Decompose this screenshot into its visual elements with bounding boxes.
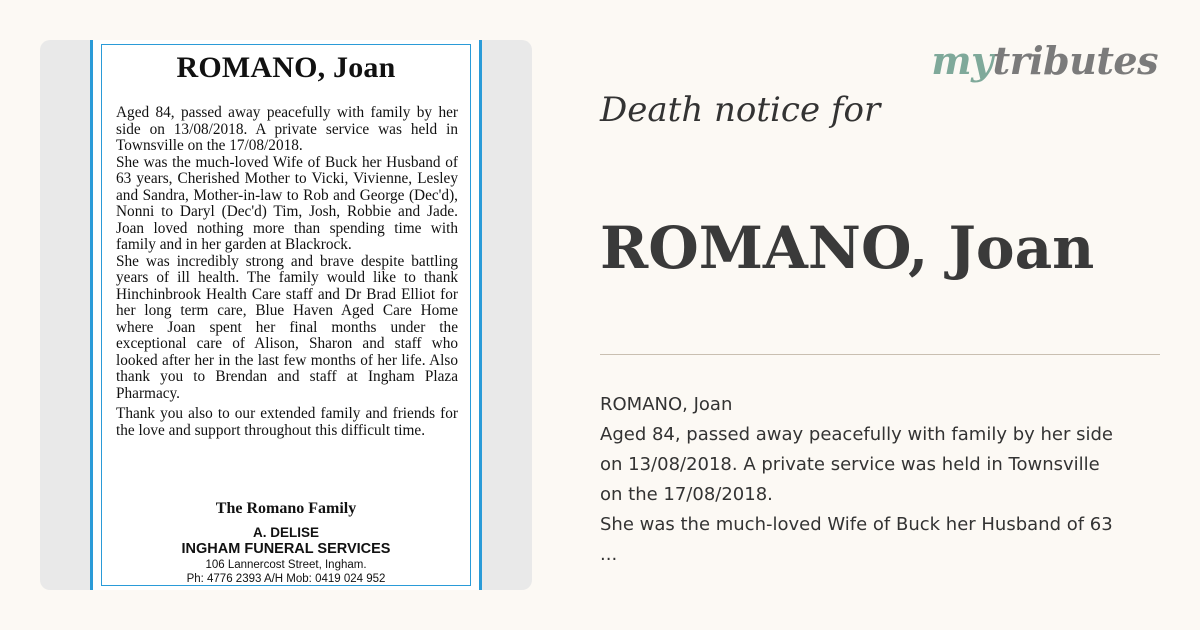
- clipping-paragraph: Aged 84, passed away peacefully with family by her side on 13/08/2018. A private service was held in Townsville on the 17/08/2018.: [116, 104, 458, 154]
- clipping-paragraph: She was the much-loved Wife of Buck her Husband of 63 years, Cherished Mother to Vicki, Vivienne, Lesley and Sandra, Mother-in-law to Rob and George (Dec'd), Nonni to Daryl (Dec'd) Tim, Josh, Robbie and Jade. Joan loved nothing more than spending time with family and in her garden at Blackrock.: [116, 153, 458, 253]
- notice-image: [40, 40, 532, 590]
- notice-clipping: [90, 40, 482, 590]
- clipping-paragraph: She was incredibly strong and brave despite battling years of ill health. The family would like to thank Hinchinbrook Health Care staff and Dr Brad Elliot for her long term care, Blue Haven Aged Care Home where Joan spent her final months under the exceptional care of Alison, Sharon and staff who looked after her in the last few months of her life. Also thank you to Brendan and staff at Ingham Plaza Pharmacy.: [116, 252, 458, 402]
- funeral-company: INGHAM FUNERAL SERVICES: [181, 541, 391, 557]
- page-subtitle: Death notice for: [600, 90, 881, 130]
- clipping-body: [116, 105, 458, 439]
- mytributes-logo: [931, 38, 1158, 83]
- notice-excerpt: [600, 390, 1170, 570]
- clipping-title: ROMANO, Joan: [176, 51, 396, 84]
- funeral-phone: Ph: 4776 2393 A/H Mob: 0419 024 952: [186, 573, 386, 585]
- funeral-address: 106 Lannercost Street, Ingham.: [205, 559, 367, 571]
- clipping-paragraph: Thank you also to our extended family and friends for the love and support throughout this difficult time.: [116, 405, 458, 439]
- excerpt-line: Aged 84, passed away peacefully with family by her side: [600, 424, 1113, 445]
- excerpt-line: on 13/08/2018. A private service was held in Townsville: [600, 454, 1100, 475]
- excerpt-line: on the 17/08/2018.: [600, 484, 773, 505]
- clipping-signoff: The Romano Family: [215, 500, 357, 517]
- excerpt-line: She was the much-loved Wife of Buck her Husband of 63: [600, 514, 1113, 535]
- page-title: ROMANO, Joan: [600, 214, 1095, 282]
- funeral-director-name: A. DELISE: [252, 525, 319, 540]
- excerpt-line: ROMANO, Joan: [600, 394, 733, 415]
- logo-my: my: [931, 38, 993, 83]
- notice-border: [101, 44, 471, 586]
- excerpt-line: ...: [600, 544, 618, 565]
- divider: [600, 354, 1160, 355]
- logo-tributes: tributes: [992, 38, 1158, 83]
- funeral-director-block: [102, 525, 470, 586]
